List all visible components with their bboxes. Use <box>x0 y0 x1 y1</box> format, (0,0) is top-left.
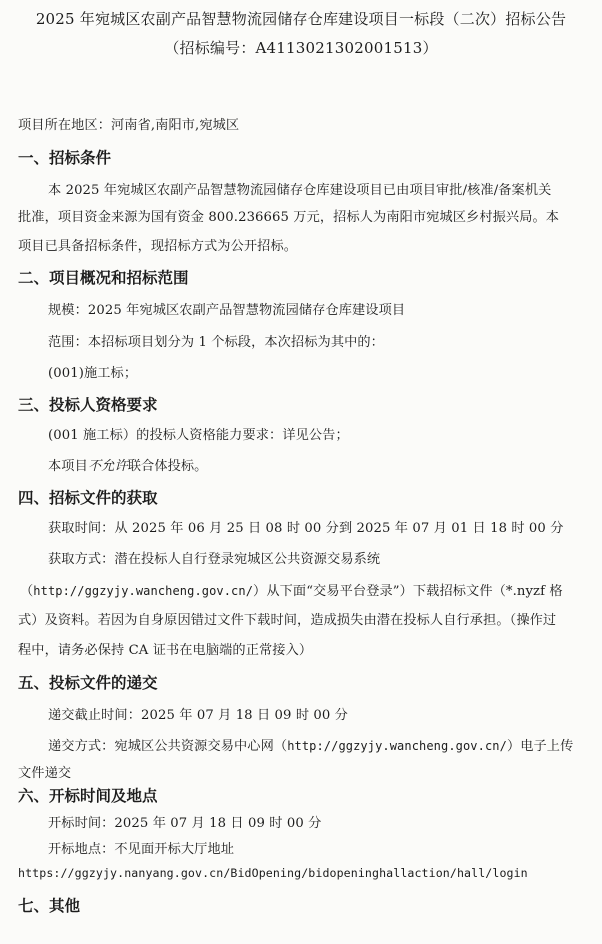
section-6-heading: 六、开标时间及地点 <box>18 787 158 805</box>
acquisition-note-line-1: 式）及资料。若因为自身原因错过文件下载时间，造成损失由潜在投标人自行承担。（操作过 <box>18 613 557 628</box>
submission-method-suffix: ）电子上传 <box>506 739 574 754</box>
section-1-paragraph-line-2: 批准，项目资金来源为国有资金 800.236665 万元，招标人为南阳市宛城区乡村振兴局。本 <box>18 210 560 225</box>
consortium-not-allowed: 不允许 <box>87 459 128 474</box>
document-title: 2025 年宛城区农副产品智慧物流园储存仓库建设项目一标段（二次）招标公告 <box>35 10 567 28</box>
acquisition-url-line <box>20 580 590 599</box>
submission-method-continued: 文件递交 <box>18 766 72 781</box>
section-1-heading: 一、招标条件 <box>18 149 112 167</box>
section-7-heading: 七、其他 <box>18 897 81 915</box>
section-5-heading: 五、投标文件的递交 <box>18 674 158 692</box>
project-scale: 规模：2025 年宛城区农副产品智慧物流园储存仓库建设项目 <box>48 303 406 318</box>
opening-time: 开标时间：2025 年 07 月 18 日 09 时 00 分 <box>48 816 322 831</box>
submission-method-prefix: 递交方式：宛城区公共资源交易中心网（ <box>48 739 288 754</box>
acquisition-note-line-2: 程中，请务必保持 CA 证书在电脑端的正常接入） <box>18 643 313 658</box>
section-4-heading: 四、招标文件的获取 <box>18 489 158 507</box>
section-1-paragraph-line-1: 本 2025 年宛城区农副产品智慧物流园储存仓库建设项目已由项目审批/核准/备案机关 <box>48 183 552 198</box>
section-3-heading: 三、投标人资格要求 <box>18 396 158 414</box>
consortium-prefix: 本项目 <box>48 459 88 474</box>
acquisition-time: 获取时间：从 2025 年 06 月 25 日 08 时 00 分到 2025 年 07 月 01 日 18 时 00 分 <box>48 521 564 536</box>
submission-deadline: 递交截止时间：2025 年 07 月 18 日 09 时 00 分 <box>48 708 348 723</box>
qualification-requirement: (001 施工标）的投标人资格能力要求：详见公告； <box>48 428 349 443</box>
opening-place: 开标地点：不见面开标大厅地址 <box>48 842 235 857</box>
wancheng-trading-url[interactable]: http://ggzyjy.wancheng.gov.cn/ <box>33 584 254 598</box>
tender-number: （招标编号：A4113021302001513） <box>164 39 438 57</box>
url-open-paren: （ <box>20 584 34 599</box>
submission-url[interactable]: http://ggzyjy.wancheng.gov.cn/ <box>287 739 507 753</box>
lot-item: (001)施工标； <box>48 366 138 381</box>
project-scope: 范围：本招标项目划分为 1 个标段，本次招标为其中的： <box>48 335 384 350</box>
consortium-suffix: 联合体投标。 <box>127 459 208 474</box>
project-region: 项目所在地区：河南省,南阳市,宛城区 <box>18 118 240 133</box>
acquisition-method: 获取方式：潜在投标人自行登录宛城区公共资源交易系统 <box>48 552 381 567</box>
section-2-heading: 二、项目概况和招标范围 <box>18 269 189 287</box>
url-line-rest: ）从下面“交易平台登录”）下载招标文件（*.nyzf 格 <box>253 584 563 599</box>
section-1-paragraph-line-3: 项目已具备招标条件，现招标方式为公开招标。 <box>18 239 298 254</box>
submission-method <box>48 735 602 754</box>
consortium-statement <box>48 455 602 474</box>
bid-opening-hall-url[interactable]: https://ggzyjy.nanyang.gov.cn/BidOpening/bidopeninghallaction/hall/login <box>18 866 528 880</box>
